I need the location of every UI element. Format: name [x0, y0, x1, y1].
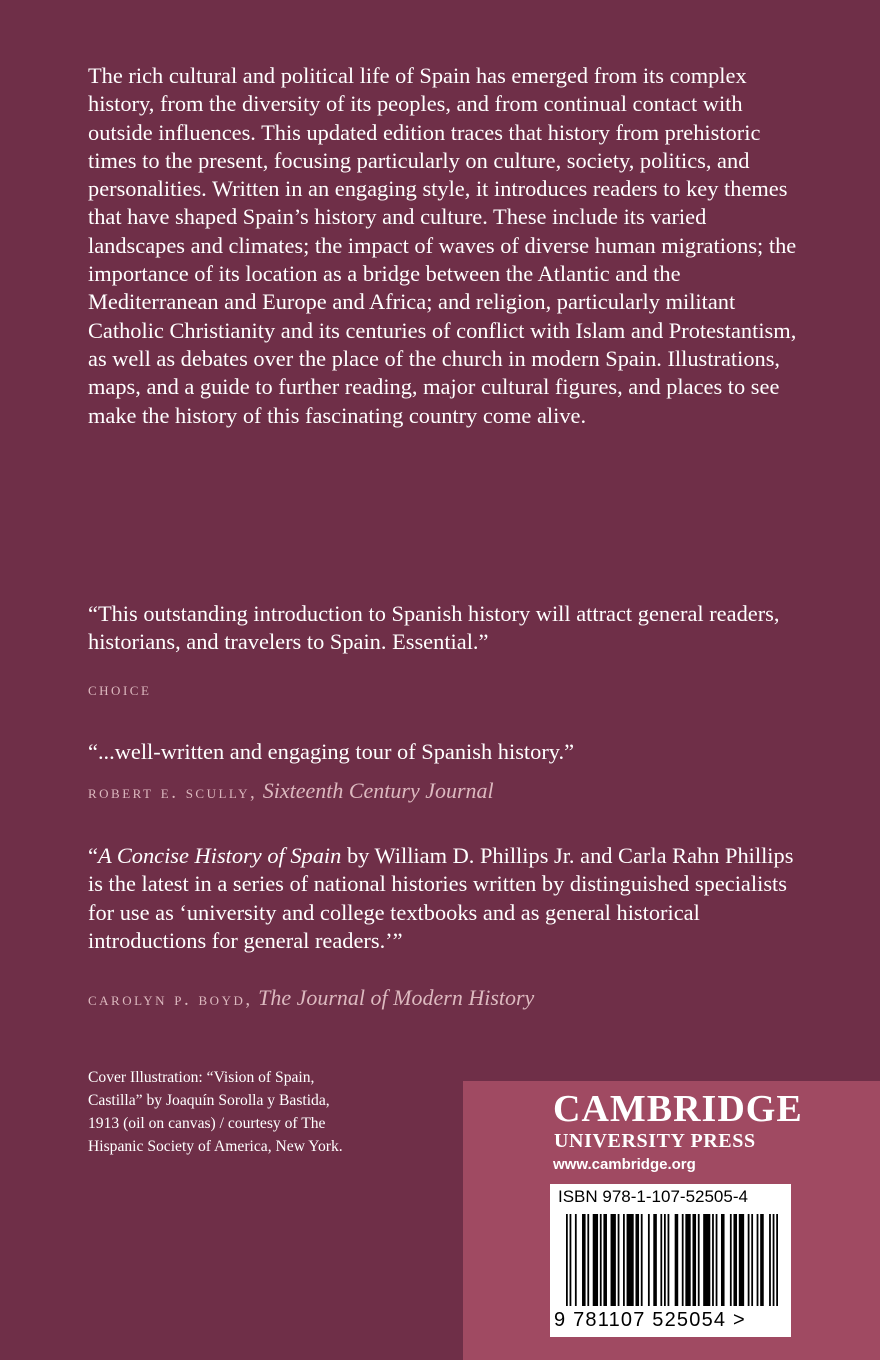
review-attribution-2 [88, 777, 800, 807]
credit-line-4: Hispanic Society of America, New York. [88, 1138, 343, 1155]
review-attribution-3 [88, 984, 800, 1014]
review-source-2: Sixteenth Century Journal [262, 778, 494, 803]
publisher-panel [463, 1081, 880, 1360]
review-quote-2: “...well-written and engaging tour of Spanish history.” [88, 739, 575, 764]
credit-line-1: Cover Illustration: “Vision of Spain, [88, 1069, 315, 1086]
publisher-url[interactable]: www.cambridge.org [553, 1156, 696, 1173]
isbn-barcode-label [550, 1184, 791, 1337]
review-author-2: robert e. scully, [88, 782, 258, 803]
barcode-icon [566, 1214, 778, 1306]
publisher-name: CAMBRIDGE [553, 1088, 803, 1130]
cover-illustration-credit [88, 1066, 408, 1158]
review-source-3: The Journal of Modern History [258, 985, 535, 1010]
description-blurb: The rich cultural and political life of Spain has emerged from its complex history, from the diversity of its peoples, and from continual contact with outside influences. This updated edition traces that history from prehistoric times to the present, focusing particularly on culture, society, politics, and personalities. Written in an engaging style, it introduces readers to key themes that have shaped Spain’s history and culture. These include its varied landscapes and climates; the impact of waves of diverse human migrations; the importance of its location as a bridge between the Atlantic and the Mediterranean and Europe and Africa; and religion, particularly militant Catholic Christianity and its centuries of conflict with Islam and Protestantism, as well as debates over the place of the church in modern Spain. Illustrations, maps, and a guide to further reading, major cultural figures, and places to see make the history of this fascinating country come alive. [88, 63, 797, 428]
review-author-1: choice [88, 679, 152, 700]
publisher-subtitle: UNIVERSITY PRESS [554, 1130, 756, 1152]
review-quote-3-book-title: A Concise History of Spain [97, 843, 342, 868]
isbn-number: ISBN 978-1-107-52505-4 [558, 1187, 748, 1206]
review-quote-3 [88, 842, 800, 955]
review-quote-3-open-mark: “ [88, 843, 98, 868]
credit-line-2: Castilla” by Joaquín Sorolla y Bastida, [88, 1092, 330, 1109]
review-quote-3-text: by William D. Phillips Jr. and Carla Rahn Phillips is the latest in a series of national histories written by distinguished specialists for use as ‘university and college textbooks and as general historical introductions for general readers.’” [88, 843, 794, 953]
review-attribution-1 [88, 674, 800, 704]
credit-line-3: 1913 (oil on canvas) / courtesy of The [88, 1115, 326, 1132]
barcode-digits: 9 781107 525054 > [554, 1309, 746, 1331]
review-author-3: carolyn p. boyd, [88, 989, 253, 1010]
review-quote-1: “This outstanding introduction to Spanish history will attract general readers, historians, and travelers to Spain. Essential.” [88, 601, 780, 655]
